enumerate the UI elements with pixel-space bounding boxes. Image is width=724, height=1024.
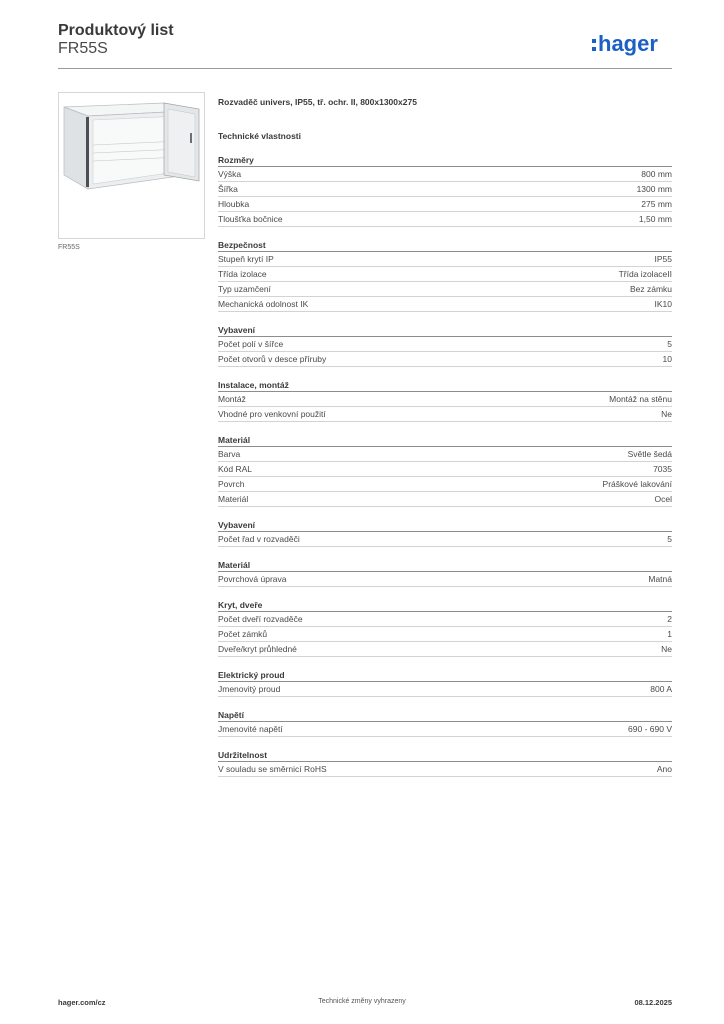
svg-text:hager: hager [598, 31, 658, 56]
spec-row [218, 197, 672, 212]
spec-value: 7035 [653, 464, 672, 474]
footer-website: hager.com/cz [58, 998, 106, 1007]
spec-value: 1,50 mm [638, 214, 672, 224]
spec-value: 1300 mm [636, 184, 672, 194]
spec-row [218, 352, 672, 367]
spec-label: Kód RAL [218, 464, 253, 474]
spec-label: Jmenovitý proud [218, 684, 281, 694]
spec-row [218, 612, 672, 627]
spec-row [218, 477, 672, 492]
section-title: Bezpečnost [218, 239, 672, 252]
spec-label: Počet zámků [218, 629, 268, 639]
spec-value: 2 [667, 614, 672, 624]
spec-value: 690 - 690 V [628, 724, 672, 734]
spec-label: Povrch [218, 479, 245, 489]
spec-row [218, 492, 672, 507]
spec-label: Mechanická odolnost IK [218, 299, 309, 309]
spec-value: 10 [662, 354, 672, 364]
spec-label: Počet řad v rozvaděči [218, 534, 300, 544]
spec-section [218, 239, 672, 312]
spec-section [218, 709, 672, 737]
spec-label: Vhodné pro venkovní použití [218, 409, 326, 419]
spec-row [218, 337, 672, 352]
spec-value: IP55 [654, 254, 672, 264]
spec-row [218, 167, 672, 182]
spec-row [218, 297, 672, 312]
spec-section [218, 519, 672, 547]
image-caption: FR55S [58, 244, 80, 251]
spec-row [218, 722, 672, 737]
spec-row [218, 532, 672, 547]
spec-row [218, 627, 672, 642]
spec-value: 5 [667, 339, 672, 349]
spec-value: Ocel [654, 494, 672, 504]
spec-row [218, 572, 672, 587]
spec-section [218, 559, 672, 587]
section-title: Instalace, montáž [218, 379, 672, 392]
spec-row [218, 407, 672, 422]
spec-value: Montáž na stěnu [609, 394, 672, 404]
spec-value: 800 mm [641, 169, 672, 179]
spec-value: 800 A [650, 684, 672, 694]
hager-logo [592, 30, 674, 56]
spec-row [218, 392, 672, 407]
section-title: Vybavení [218, 324, 672, 337]
spec-label: Dveře/kryt průhledné [218, 644, 297, 654]
spec-label: Hloubka [218, 199, 250, 209]
spec-row [218, 252, 672, 267]
page-title: Produktový list [58, 22, 174, 39]
spec-value: 5 [667, 534, 672, 544]
footer-disclaimer: Technické změny vyhrazeny [318, 998, 406, 1005]
spec-section [218, 154, 672, 227]
spec-label: Třída izolace [218, 269, 267, 279]
spec-label: Výška [218, 169, 242, 179]
spec-value: Matná [648, 574, 672, 584]
spec-value: Práškové lakování [602, 479, 672, 489]
spec-row [218, 762, 672, 777]
spec-row [218, 267, 672, 282]
spec-section [218, 379, 672, 422]
section-title: Napětí [218, 709, 672, 722]
spec-row [218, 682, 672, 697]
spec-label: Počet otvorů v desce příruby [218, 354, 327, 364]
spec-value: Bez zámku [629, 284, 672, 294]
section-title: Rozměry [218, 154, 672, 167]
spec-label: Typ uzamčení [218, 284, 271, 294]
section-title: Vybavení [218, 519, 672, 532]
spec-label: Počet dveří rozvaděče [218, 614, 303, 624]
spec-label: Montáž [218, 394, 246, 404]
spec-row [218, 462, 672, 477]
spec-list [218, 96, 672, 777]
spec-label: Počet polí v šířce [218, 339, 284, 349]
header-rule [58, 68, 672, 69]
spec-label: Tloušťka bočnice [218, 214, 283, 224]
product-title: Rozvaděč univers, IP55, tř. ochr. II, 800x1300x275 [218, 97, 417, 107]
spec-label: V souladu se směrnicí RoHS [218, 764, 327, 774]
spec-label: Stupeň krytí IP [218, 254, 274, 264]
spec-value: 1 [667, 629, 672, 639]
spec-label: Barva [218, 449, 241, 459]
spec-section [218, 599, 672, 657]
spec-value: 275 mm [641, 199, 672, 209]
spec-row [218, 447, 672, 462]
spec-value: Ano [656, 764, 672, 774]
section-title: Udržitelnost [218, 749, 672, 762]
spec-label: Jmenovité napětí [218, 724, 283, 734]
spec-row [218, 282, 672, 297]
footer-date: 08.12.2025 [634, 998, 672, 1007]
section-title: Elektrický proud [218, 669, 672, 682]
spec-section [218, 324, 672, 367]
spec-value: Ne [661, 409, 672, 419]
product-code: FR55S [58, 40, 108, 57]
technical-properties-title: Technické vlastnosti [218, 131, 301, 141]
section-title: Materiál [218, 434, 672, 447]
spec-row [218, 642, 672, 657]
spec-value: Ne [661, 644, 672, 654]
spec-value: Světle šedá [627, 449, 672, 459]
spec-row [218, 212, 672, 227]
spec-value: IK10 [654, 299, 672, 309]
spec-label: Povrchová úprava [218, 574, 287, 584]
spec-section [218, 669, 672, 697]
section-title: Materiál [218, 559, 672, 572]
spec-section [218, 434, 672, 507]
spec-value: Třída izolaceII [618, 269, 672, 279]
product-image [58, 92, 205, 239]
spec-label: Šířka [218, 184, 238, 194]
spec-row [218, 182, 672, 197]
section-title: Kryt, dveře [218, 599, 672, 612]
spec-section [218, 749, 672, 777]
spec-label: Materiál [218, 494, 249, 504]
